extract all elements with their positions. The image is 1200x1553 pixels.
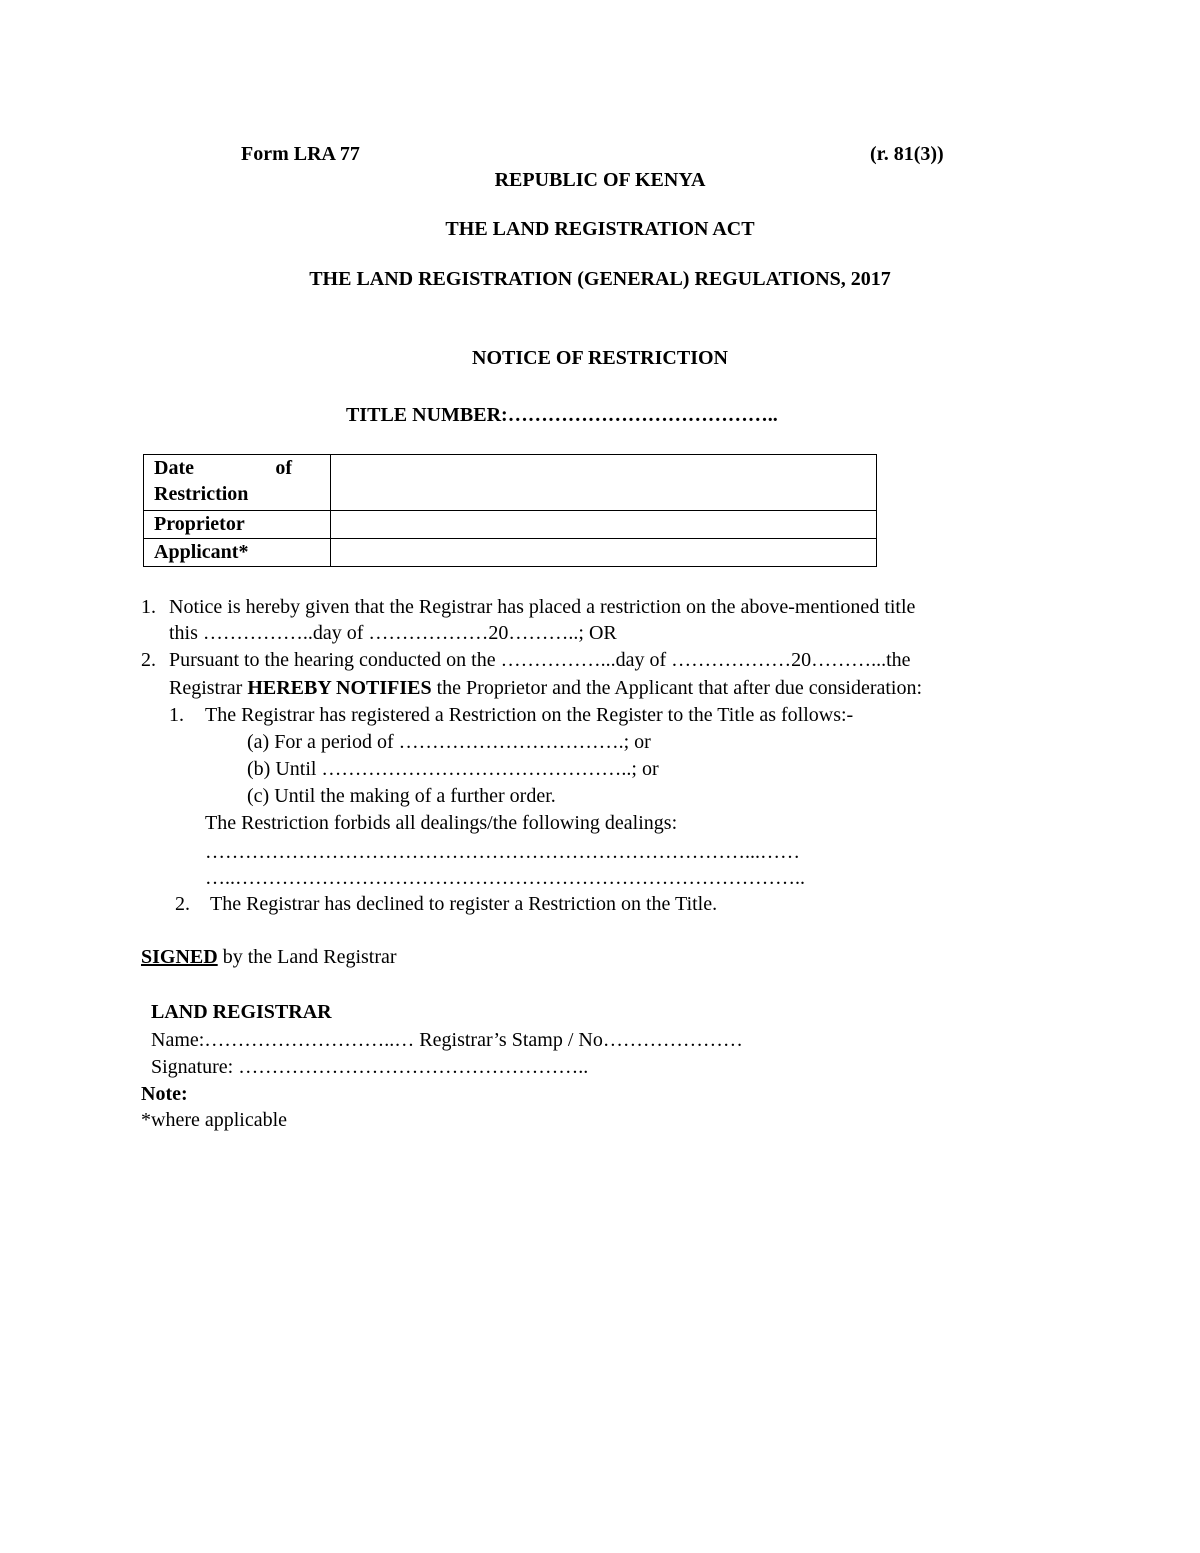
- sub-item-2-number: 2.: [175, 893, 190, 915]
- sub-item-1-number: 1.: [169, 704, 184, 726]
- table-row: [144, 455, 877, 511]
- option-b: (b) Until ………………………………………..; or: [247, 758, 659, 780]
- regulations-heading: THE LAND REGISTRATION (GENERAL) REGULATIONS, 2017: [309, 268, 891, 290]
- notice-title: NOTICE OF RESTRICTION: [472, 347, 728, 369]
- note-text: *where applicable: [141, 1109, 288, 1131]
- title-number-field: TITLE NUMBER:…………………………………..: [346, 404, 778, 426]
- restriction-forbids-text: The Restriction forbids all dealings/the following dealings:: [205, 812, 678, 834]
- item-1-line-2: this ……………..day of ………………20………..; OR: [169, 622, 617, 644]
- item-2-line-2: [169, 677, 922, 700]
- rule-reference: (r. 81(3)): [870, 143, 944, 165]
- republic-heading: REPUBLIC OF KENYA: [494, 169, 706, 191]
- date-word: Date: [154, 457, 194, 479]
- option-a: (a) For a period of …………………………….; or: [247, 731, 651, 753]
- restriction-word: Restriction: [154, 483, 249, 505]
- applicant-value[interactable]: [331, 539, 877, 567]
- dealings-dotted-line-2: …..…………………………………………………………………………..: [205, 867, 805, 889]
- item-2-line-2-rest: the Proprietor and the Applicant that after due consideration:: [431, 677, 923, 699]
- table-row: [144, 511, 877, 539]
- form-number: Form LRA 77: [241, 143, 360, 165]
- item-1-line-1: Notice is hereby given that the Registrar has placed a restriction on the above-mentioned title: [169, 596, 916, 618]
- item-2-number: 2.: [141, 649, 156, 671]
- proprietor-label: Proprietor: [144, 511, 331, 539]
- date-of-restriction-label: [144, 455, 331, 511]
- signed-word: SIGNED: [141, 946, 218, 968]
- option-c: (c) Until the making of a further order.: [247, 785, 556, 807]
- item-2-line-1: Pursuant to the hearing conducted on the ……………...day of ………………20………...the: [169, 649, 911, 671]
- land-registrar-heading: LAND REGISTRAR: [151, 1001, 332, 1023]
- name-and-stamp-line: Name:………………………..… Registrar’s Stamp / No…………………: [151, 1029, 743, 1051]
- applicant-label: Applicant*: [144, 539, 331, 567]
- date-of-restriction-value[interactable]: [331, 455, 877, 511]
- of-word: of: [275, 457, 292, 479]
- hereby-notifies: HEREBY NOTIFIES: [247, 677, 432, 699]
- signed-rest: by the Land Registrar: [217, 946, 397, 968]
- act-heading: THE LAND REGISTRATION ACT: [445, 218, 755, 240]
- restriction-details-table: [143, 454, 877, 567]
- proprietor-value[interactable]: [331, 511, 877, 539]
- note-label: Note:: [141, 1083, 188, 1105]
- sub-item-1-text: The Registrar has registered a Restriction on the Register to the Title as follows:-: [205, 704, 854, 726]
- registrar-word: Registrar: [169, 677, 248, 699]
- sub-item-2-text: The Registrar has declined to register a Restriction on the Title.: [210, 893, 718, 915]
- signature-line: Signature: ……………………………………………..: [151, 1056, 589, 1078]
- signed-line: [141, 946, 397, 969]
- item-1-number: 1.: [141, 596, 156, 618]
- dealings-dotted-line-1: ………………………………………………………………………...……: [205, 841, 800, 863]
- table-row: [144, 539, 877, 567]
